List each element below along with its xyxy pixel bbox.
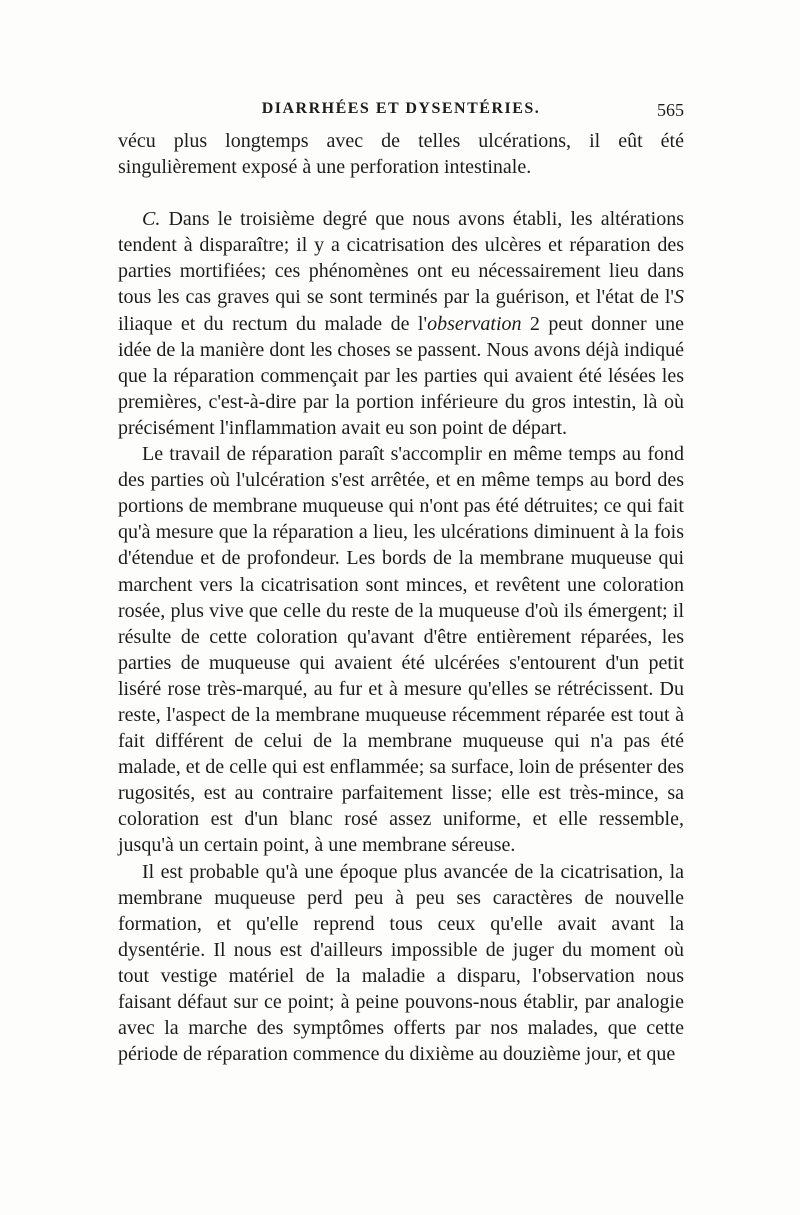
paragraph-reparation: Le travail de réparation paraît s'accomplir en même temps au fond des parties où l'ulcération s'est arrêtée, et en même temps au bord des portions de membrane muqueuse qui n'ont pas été détruites; ce qui fait qu'à mesure que la réparation a lieu, les ulcérations diminuent à la fois d'étendue et de profondeur. Les bords de la membrane muqueuse qui marchent vers la cicatrisation sont minces, et revêtent une coloration rosée, plus vive que celle du reste de la muqueuse d'où ils émergent; il résulte de cette coloration qu'avant d'être entièrement réparées, les parties de muqueuse qui avaient été ulcérées s'entourent d'un petit liséré rose très-marqué, au fur et à mesure qu'elles se rétrécissent. Du reste, l'aspect de la membrane muqueuse récemment réparée est tout à fait différent de celui de la membrane muqueuse qui n'a pas été malade, et de celle qui est enflammée; sa surface, loin de présenter des rugosités, est au contraire parfaitement lisse; elle est très-mince, sa coloration est d'un blanc rosé assez uniforme, et elle ressemble, jusqu'à un certain point, à une membrane séreuse. [118, 443, 684, 857]
running-title: DIARRHÉES ET DYSENTÉRIES. [261, 100, 541, 117]
section-letter: C. [142, 208, 161, 231]
paragraph-cicatrisation: Il est probable qu'à une époque plus avancée de la cicatrisation, la membrane muqueuse perd peu à peu ses caractères de nouvelle formation, et qu'elle reprend tous ceux qu'elle avait avant la dysentérie. Il nous est d'ailleurs impossible de juger du moment où tout vestige matériel de la maladie a disparu, l'observation nous faisant défaut sur ce point; à peine pouvons-nous établir, par analogie avec la marche des symptômes offerts par nos malades, que cette période de réparation commence du dixième au douzième jour, et que [118, 860, 684, 1066]
paragraph-text-segment: iliaque et du rectum du malade de l' [118, 312, 428, 335]
paragraph-continuation: vécu plus longtemps avec de telles ulcérations, il eût été singulièrement exposé à une perforation intestinale. [118, 130, 684, 179]
paragraph-text-segment: Dans le troisième degré que nous avons établi, les altérations tendent à disparaître; il y a cicatrisation des ulcères et réparation des parties mortifiées; ces phénomènes ont eu nécessairement lieu dans tous les cas graves qui se sont terminés par la guérison, et l'état de l' [118, 208, 684, 309]
page-number: 565 [657, 100, 684, 120]
running-head [118, 100, 684, 124]
paragraph-section-c [118, 206, 684, 441]
body-text [118, 128, 684, 1067]
paragraph-text-segment: 2 peut donner une idée de la manière dont les choses se passent. Nous avons déjà indiqué que la réparation commençait par les parties qui avaient été lésées les premières, c'est-à-dire par la portion inférieure du gros intestin, là où précisément l'inflammation avait eu son point de départ. [118, 312, 684, 439]
italic-s: S [674, 286, 684, 309]
italic-observation: observation [427, 312, 522, 335]
